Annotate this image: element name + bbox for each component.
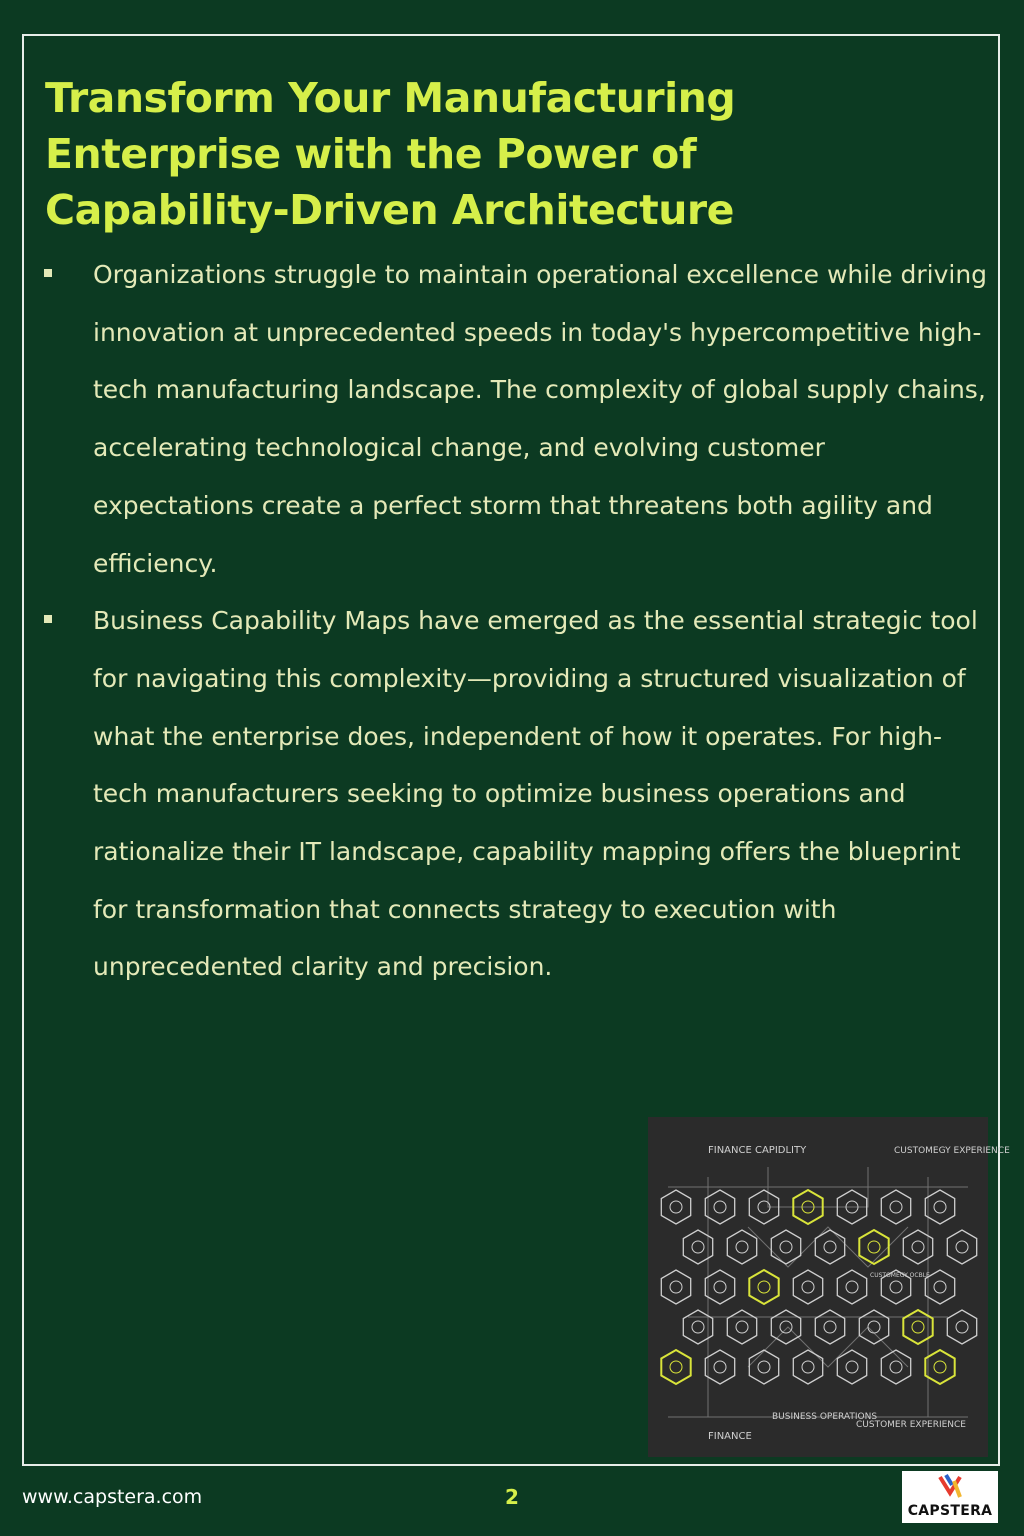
website-link[interactable]: www.capstera.com bbox=[22, 1486, 203, 1508]
label-customer-experience-top: CUSTOMEGY EXPERIENCE bbox=[894, 1146, 1010, 1156]
label-inner: CUSTOMEGY OCBLE bbox=[870, 1272, 930, 1279]
label-finance-bottom: FINANCE bbox=[708, 1431, 752, 1442]
label-finance-capability: FINANCE CAPIDLITY bbox=[708, 1145, 807, 1156]
logo-mark-icon bbox=[902, 1471, 998, 1505]
capstera-logo bbox=[902, 1471, 998, 1523]
label-customer-experience-bottom: CUSTOMER EXPERIENCE bbox=[856, 1420, 966, 1430]
label-business-operations: BUSINESS OPERATIONS bbox=[772, 1412, 878, 1422]
bullet-text: Business Capability Maps have emerged as the essential strategic tool for navigating this complexity—providing a structured visualization of what the enterprise does, independent of how it operates. For high-tech manufacturers seeking to optimize business operations and rationalize their IT landscape, capability mapping offers the blueprint for transformation that connects strategy to execution with unprecedented clarity and precision. bbox=[93, 606, 978, 982]
square-bullet-icon bbox=[44, 269, 52, 277]
bullet-item bbox=[40, 592, 990, 996]
square-bullet-icon bbox=[44, 615, 52, 623]
bullet-list bbox=[40, 246, 990, 996]
logo-wordmark: CAPSTERA bbox=[907, 1503, 993, 1519]
bullet-text: Organizations struggle to maintain operational excellence while driving innovation at unprecedented speeds in today's hypercompetitive high-tech manufacturing landscape. The complexity of global supply chains, accelerating technological change, and evolving customer expectations create a perfect storm that threatens both agility and efficiency. bbox=[93, 260, 988, 578]
page-title: Transform Your Manufacturing Enterprise with the Power of Capability-Driven Architecture bbox=[45, 74, 736, 234]
capability-map-illustration bbox=[648, 1117, 1010, 1457]
page-number: 2 bbox=[505, 1485, 519, 1509]
bullet-item bbox=[40, 246, 990, 592]
